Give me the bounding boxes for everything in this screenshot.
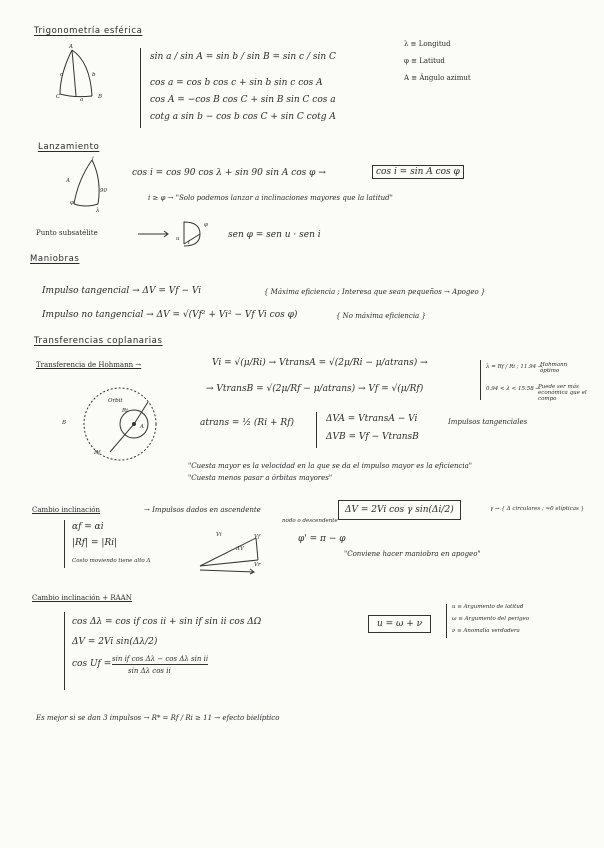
vec-label-vi: Vi (216, 532, 222, 538)
ratio-range-note: Puede ser más económica que el compo (538, 384, 587, 402)
vec-label-vr: Vr (254, 562, 261, 568)
u-legend-anomaly: ν ≡ Anomalía verdadera (452, 628, 520, 634)
gamma-note: γ → { Δ circulares ; ≈0 elípticas } (490, 506, 585, 512)
hohmann-label-B: B (62, 420, 67, 426)
launch-label-phi: φ (70, 200, 74, 206)
hohmann-dva: ΔVA = VtransA − Vi (326, 414, 418, 424)
tri-label-A: A (69, 44, 73, 50)
tri-label-b: b (92, 72, 96, 78)
hohmann-title: Transferencia de Hohmann → (36, 361, 142, 369)
raan-eq2: ΔV = 2Vi sin(Δλ/2) (72, 637, 158, 647)
dv-bracket (316, 412, 319, 448)
raan-eq3-left: cos Uf = (72, 659, 112, 669)
u-legend-latitude: u ≡ Argumento de latitud (452, 604, 524, 610)
tri-label-B: B (98, 94, 103, 100)
launch-label-i: i (92, 156, 94, 162)
ratio-range: 0.94 < λ < 15.58 → (486, 386, 541, 392)
ratio-bracket (480, 360, 483, 400)
hohmann-atrans: atrans = ½ (Ri + Rf) (200, 418, 294, 428)
section-title-launch: Lanzamiento (38, 142, 100, 152)
section-title-inclination-change: Cambio inclinación (32, 506, 101, 514)
bielliptic-note: Es mejor si se dan 3 impulsos → R* = Rf / Ri ≥ 11 → efecto bielíptico (36, 714, 280, 722)
tri-label-c: c (60, 72, 64, 78)
section-title-inclination-raan: Cambio inclinación + RAAN (32, 594, 132, 602)
tangential-impulse: Impulso tangencial → ΔV = Vf − Vi (42, 286, 202, 296)
subsatellite-label: Punto subsatélite (36, 229, 98, 237)
inclination-apogee-note: "Conviene hacer maniobra en apogeo" (344, 550, 481, 558)
hohmann-impulse-type: Impulsos tangenciales (448, 418, 528, 426)
cos-law-sides: cos a = cos b cos c + sin b sin c cos A (150, 78, 323, 88)
raan-eq3-denominator: sin Δλ cos ii (128, 667, 171, 675)
hohmann-label-Ri: Ri (122, 408, 128, 414)
launch-note: i ≥ φ → "Solo podemos lanzar a inclinaciones mayores que la latitud" (148, 194, 393, 202)
hohmann-label-Rf: Rf (94, 450, 101, 456)
legend-azimuth: A ≡ Ángulo azimut (404, 74, 471, 82)
hohmann-label-orbit: Orbit (108, 398, 123, 404)
non-tangential-note: { No máxima eficiencia } (336, 312, 426, 320)
u-equation: u = ω + ν (368, 615, 431, 633)
inclination-phi-eq: φ' = π − φ (298, 534, 346, 544)
section-title-coplanar-transfers: Transferencias coplanarias (34, 336, 163, 346)
launch-label-90: 90 (100, 188, 107, 194)
legend-latitude: φ ≡ Latitud (404, 57, 445, 65)
hohmann-diagram (70, 384, 170, 464)
ratio-lambda: λ = Rf / Ri ; 11.94 → (486, 364, 543, 370)
hohmann-dvb: ΔVB = Vf − VtransB (326, 432, 419, 442)
hohmann-vi-line: Vi = √(μ/Ri) → VtransA = √(2μ/Ri − μ/atrans) → (212, 358, 428, 368)
u-legend-bracket (446, 604, 449, 638)
sub-label-i: i (188, 240, 190, 246)
sine-law: sin a / sin A = sin b / sin B = sin c / sin C (150, 52, 336, 62)
launch-label-lambda: λ (96, 208, 100, 214)
spherical-formulas-bracket (140, 48, 143, 128)
inclination-alpha: αf = αi (72, 522, 104, 532)
launch-equation: cos i = cos 90 cos λ + sin 90 sin A cos φ → (132, 168, 326, 178)
raan-bracket (64, 612, 67, 690)
section-title-spherical-trig: Trigonometría esférica (34, 26, 143, 36)
inclination-desc-sub: nodo o descendente (282, 518, 338, 524)
non-tangential-impulse: Impulso no tangencial → ΔV = √(Vf² + Vi² − Vf Vi cos φ) (42, 310, 298, 320)
ratio-lambda-note: Hohmann óptimo (540, 362, 568, 374)
launch-result: cos i = sin A cos φ (372, 165, 464, 179)
inclination-dv-equation: ΔV = 2Vi cos γ sin(Δi/2) (338, 500, 461, 520)
section-title-maneuvers: Maniobras (30, 254, 80, 264)
u-legend-perigee: ω ≡ Argumento del perigeo (452, 616, 530, 622)
vec-label-dv: ΔV (236, 546, 244, 552)
inclination-cost-note: Costo moviendo tiene alto Δ (72, 558, 151, 564)
raan-eq1: cos Δλ = cos if cos ii + sin if sin ii cos ΔΩ (72, 617, 262, 627)
inclination-radius: |Rf| = |Ri| (72, 538, 118, 548)
raan-eq3-numerator: sin if cos Δλ − cos Δλ sin ii (112, 655, 209, 663)
sub-label-u: u (176, 236, 180, 242)
launch-label-A: A (66, 178, 70, 184)
tri-label-a: a (80, 97, 84, 103)
legend-longitude: λ ≡ Longitud (404, 40, 451, 48)
subsatellite-diagram (178, 218, 214, 250)
tangential-note: { Máxima eficiencia ; Interesa que sean pequeños → Apogeo } (264, 288, 486, 296)
inclination-desc: → Impulsos dados en ascendente (144, 506, 261, 514)
hohmann-note-1: "Cuesta mayor es la velocidad en la que se da el impulso mayor es la eficiencia" (188, 462, 473, 470)
hohmann-note-2: "Cuesta menos pasar a órbitas mayores" (188, 474, 333, 482)
hohmann-vf-line: → VtransB = √(2μ/Rf − μ/atrans) → Vf = √(μ/Rf) (206, 384, 424, 394)
hohmann-label-A: A (140, 424, 144, 430)
vec-label-vf: Vf (254, 534, 261, 540)
launch-triangle-diagram (62, 156, 114, 216)
subsatellite-arrow (138, 230, 174, 238)
sub-label-phi: φ (204, 222, 208, 228)
cotan-law: cotg a sin b − cos b cos C + sin C cotg A (150, 112, 336, 122)
cos-law-angles: cos A = −cos B cos C + sin B sin C cos a (150, 95, 336, 105)
inclination-bracket (64, 520, 67, 568)
tri-label-C: C (56, 94, 61, 100)
subsatellite-equation: sen φ = sen u · sen i (228, 230, 321, 240)
